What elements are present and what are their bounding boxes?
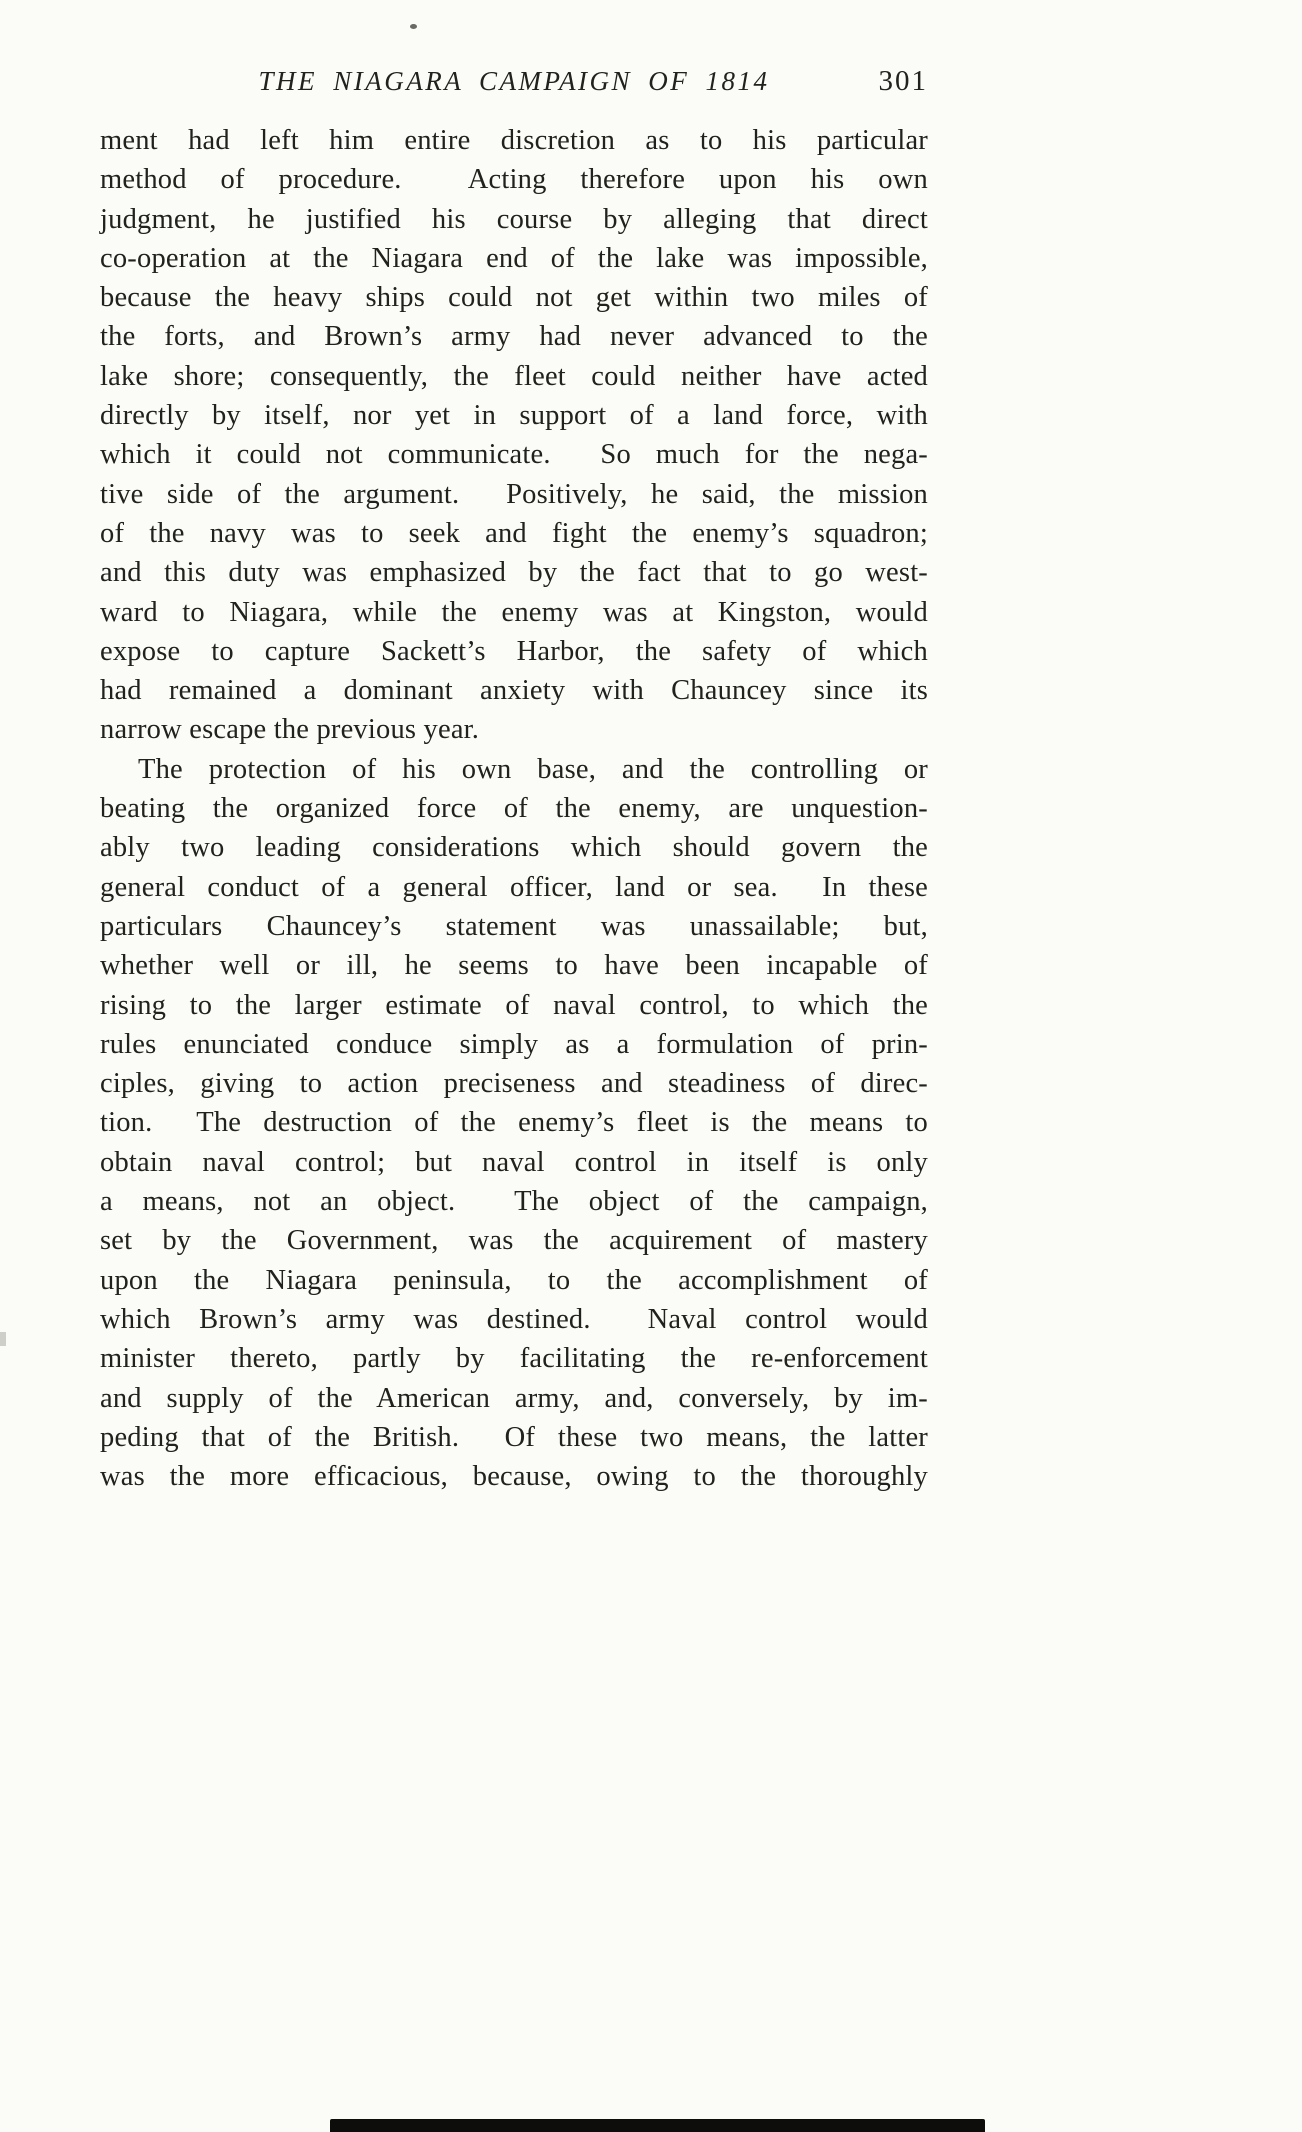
text-line: The protection of his own base, and the controlling or xyxy=(138,753,928,785)
text-line: expose to capture Sackett’s Harbor, the safety of which xyxy=(100,635,928,667)
paragraph xyxy=(100,750,928,1497)
text-line: and this duty was emphasized by the fact that to go west- xyxy=(100,557,928,589)
paragraph xyxy=(100,121,928,750)
text-line: the forts, and Brown’s army had never advanced to the xyxy=(100,321,928,353)
text-line: minister thereto, partly by facilitating the re-enforcement xyxy=(100,1343,928,1375)
text-line: tive side of the argument. Positively, he said, the mission xyxy=(100,478,928,510)
text-line: whether well or ill, he seems to have been incapable of xyxy=(100,950,928,982)
text-line: particulars Chauncey’s statement was unassailable; but, xyxy=(100,910,928,942)
text-line: upon the Niagara peninsula, to the accomplishment of xyxy=(100,1264,928,1296)
text-line: was the more efficacious, because, owing to the thoroughly xyxy=(100,1461,928,1493)
body-text xyxy=(100,121,928,1496)
text-line: and supply of the American army, and, conversely, by im- xyxy=(100,1382,928,1414)
scan-artifact-edge-mark xyxy=(0,1332,6,1346)
text-line: ciples, giving to action preciseness and steadiness of direc- xyxy=(100,1068,928,1100)
text-line: because the heavy ships could not get within two miles of xyxy=(100,282,928,314)
text-line: method of procedure. Acting therefore upon his own xyxy=(100,164,928,196)
text-line: narrow escape the previous year. xyxy=(100,714,480,746)
page-header xyxy=(100,66,928,108)
text-line: had remained a dominant anxiety with Chauncey since its xyxy=(100,675,928,707)
text-line: judgment, he justified his course by alleging that direct xyxy=(100,203,928,235)
scan-artifact-dot xyxy=(410,24,417,29)
text-line: beating the organized force of the enemy, are unquestion- xyxy=(100,793,928,825)
text-line: directly by itself, nor yet in support of a land force, with xyxy=(100,400,928,432)
text-line: which it could not communicate. So much for the nega- xyxy=(100,439,928,471)
text-line: set by the Government, was the acquirement of mastery xyxy=(100,1225,928,1257)
text-line: lake shore; consequently, the fleet could neither have acted xyxy=(100,360,928,392)
text-line: rising to the larger estimate of naval control, to which the xyxy=(100,989,928,1021)
text-line: co-operation at the Niagara end of the lake was impossible, xyxy=(100,242,928,274)
text-line: tion. The destruction of the enemy’s fleet is the means to xyxy=(100,1107,928,1139)
text-line: ward to Niagara, while the enemy was at Kingston, would xyxy=(100,596,928,628)
text-line: ment had left him entire discretion as to his particular xyxy=(100,125,928,156)
text-line: ably two leading considerations which should govern the xyxy=(100,832,928,864)
text-line: of the navy was to seek and fight the enemy’s squadron; xyxy=(100,517,928,549)
text-line: which Brown’s army was destined. Naval control would xyxy=(100,1303,928,1335)
page-number: 301 xyxy=(878,65,928,97)
text-line: a means, not an object. The object of the campaign, xyxy=(100,1186,928,1218)
scan-artifact-bar xyxy=(330,2119,985,2132)
text-line: rules enunciated conduce simply as a formulation of prin- xyxy=(100,1028,928,1060)
running-title: THE NIAGARA CAMPAIGN OF 1814 xyxy=(258,66,770,96)
text-line: obtain naval control; but naval control in itself is only xyxy=(100,1146,928,1178)
text-line: peding that of the British. Of these two means, the latter xyxy=(100,1421,928,1453)
text-line: general conduct of a general officer, land or sea. In these xyxy=(100,871,928,903)
